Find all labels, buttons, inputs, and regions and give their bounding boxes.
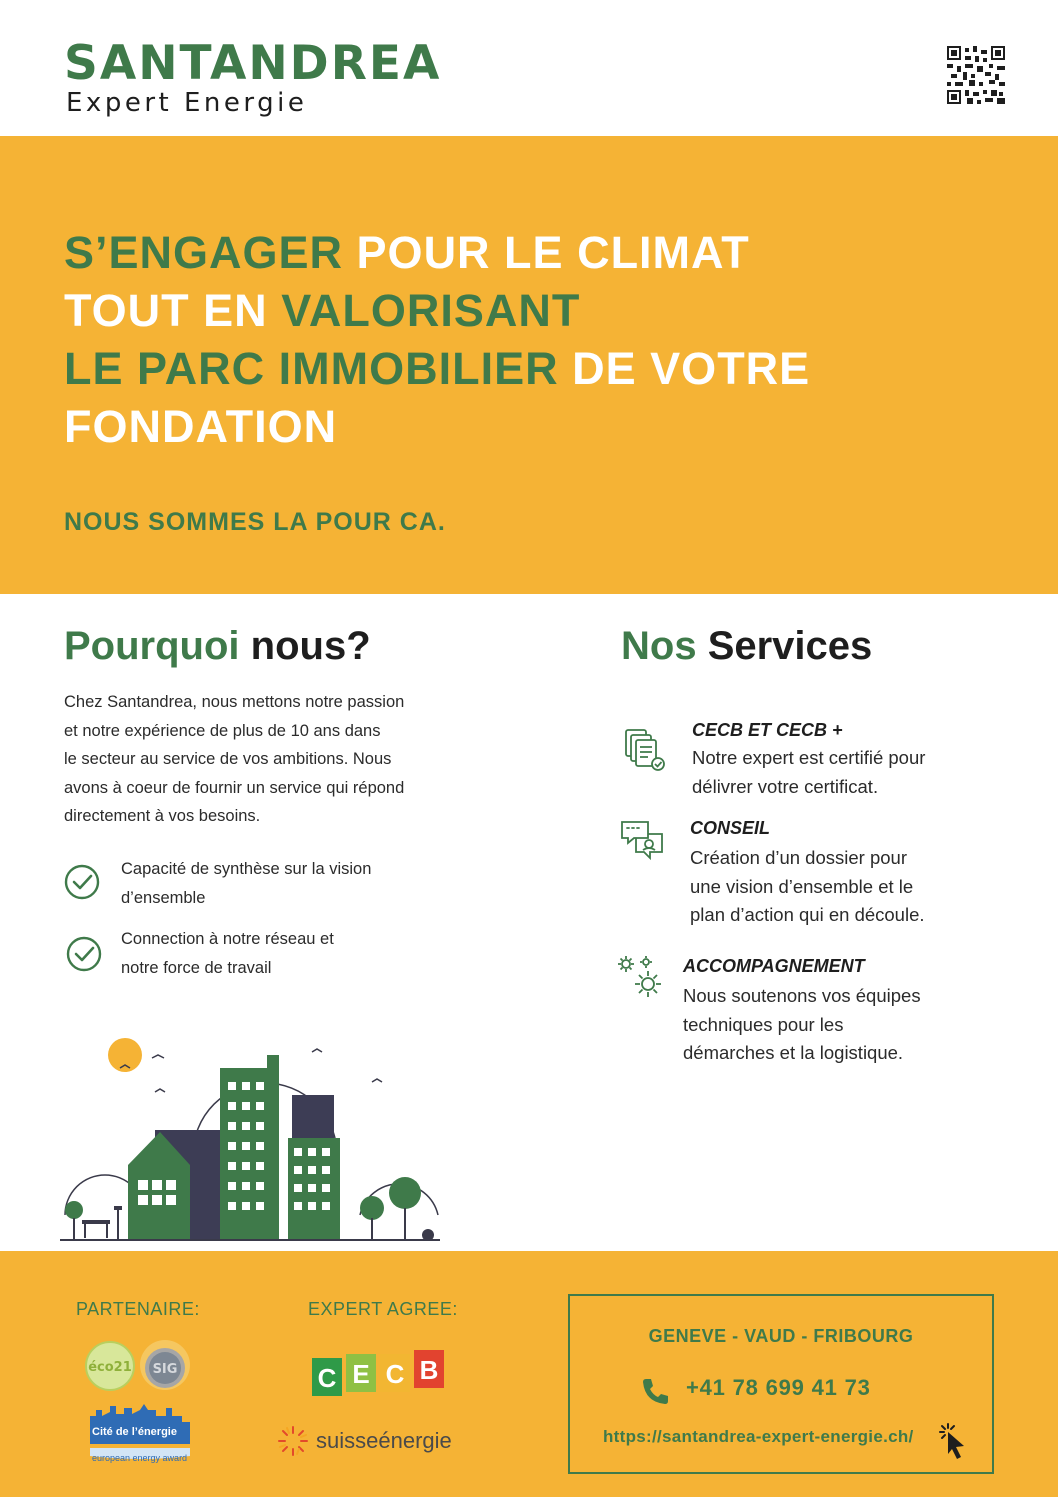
services-heading-dark: Services: [696, 624, 873, 668]
gears-icon: [616, 954, 664, 1002]
service-line: délivrer votre certificat.: [692, 775, 879, 797]
cecb-tile: B: [414, 1350, 444, 1388]
documents-check-icon: [620, 726, 668, 774]
cecb-tile: C: [380, 1354, 410, 1392]
service-name: CECB ET CECB +: [692, 720, 843, 740]
contact-box: [568, 1294, 994, 1474]
expert-label: EXPERT AGREE:: [308, 1299, 458, 1319]
services-heading-green: Nos: [621, 624, 697, 668]
benefit-line: d’ensemble: [121, 888, 206, 907]
cite-energie-text: Cité de l’énergie: [92, 1426, 177, 1438]
brand-tagline: Expert Energie: [66, 88, 308, 118]
service-description: [683, 982, 973, 1068]
cecb-tile: C: [312, 1358, 342, 1396]
benefit-line: Connection à notre réseau et: [121, 930, 334, 948]
qr-code-icon[interactable]: [947, 46, 1005, 104]
service-line: Nous soutenons vos équipes: [683, 985, 921, 1006]
city-illustration: [60, 1030, 440, 1245]
header: [0, 0, 1058, 136]
service-line: techniques pour les: [683, 1013, 844, 1035]
hero-subtitle: NOUS SOMMES LA POUR CA.: [64, 508, 446, 536]
service-line: démarches et la logistique.: [683, 1042, 904, 1063]
why-us-heading-green: Pourquoi: [64, 624, 240, 668]
hero-title-part: S’ENGAGER: [64, 227, 357, 278]
hero-title-part: LE PARC IMMOBILIER: [64, 343, 573, 394]
service-line: Notre expert est certifié pour: [692, 747, 926, 768]
phone-icon: [640, 1376, 670, 1406]
body-line: avons à coeur de fournir un service qui répond: [64, 778, 405, 797]
hero-title-part: POUR LE CLIMAT: [356, 227, 750, 278]
service-line: une vision d’ensemble et le: [690, 875, 914, 897]
cecb-tile: E: [346, 1354, 376, 1392]
service-line: plan d’action qui en découle.: [690, 904, 925, 925]
eco21-logo: [84, 1340, 136, 1392]
hero-title-part: TOUT EN: [64, 285, 282, 336]
eco21-logo-text: éco21: [88, 1360, 132, 1375]
region-text: GENEVE - VAUD - FRIBOURG: [648, 1326, 914, 1346]
partner-label: PARTENAIRE:: [76, 1299, 200, 1319]
consulting-chat-icon: [618, 816, 666, 864]
body-line: Chez Santandrea, nous mettons notre passion: [64, 693, 405, 711]
body-line: directement à vos besoins.: [64, 807, 261, 825]
sig-logo: [138, 1338, 192, 1392]
sig-logo-text: SIG: [152, 1362, 178, 1377]
benefit-line: Capacité de synthèse sur la vision: [121, 860, 372, 878]
hero-title-part: DE VOTRE: [572, 343, 811, 394]
services-heading: [621, 624, 872, 669]
website-link[interactable]: https://santandrea-expert-energie.ch/: [603, 1427, 914, 1446]
check-circle-icon: [64, 864, 100, 900]
check-circle-icon: [66, 936, 102, 972]
service-name: ACCOMPAGNEMENT: [683, 956, 865, 976]
hero-title-part: VALORISANT: [281, 285, 581, 336]
why-us-body: [64, 688, 454, 831]
body-line: et notre expérience de plus de 10 ans dans: [64, 721, 381, 740]
brand-name: SANTANDREA: [64, 36, 442, 91]
click-cursor-icon: [938, 1422, 970, 1462]
service-name: CONSEIL: [690, 818, 771, 838]
hero-banner: [0, 136, 1058, 594]
suisse-energie-text: suisseénergie: [316, 1428, 452, 1453]
why-us-heading: [64, 624, 371, 669]
phone-number[interactable]: +41 78 699 41 73: [686, 1375, 871, 1400]
service-description: [690, 844, 980, 930]
benefit-item: [121, 925, 421, 982]
benefit-line: notre force de travail: [121, 958, 272, 977]
body-line: le secteur au service de vos ambitions. Nous: [64, 750, 392, 768]
service-description: [692, 744, 982, 801]
european-energy-award-text: european energy award: [92, 1453, 188, 1463]
suisse-energie-sun-icon: [276, 1424, 310, 1458]
hero-title: [64, 224, 964, 456]
benefit-item: [121, 855, 421, 912]
service-line: Création d’un dossier pour: [690, 847, 907, 868]
hero-title-part: FONDATION: [64, 401, 338, 452]
why-us-heading-dark: nous?: [239, 624, 371, 668]
